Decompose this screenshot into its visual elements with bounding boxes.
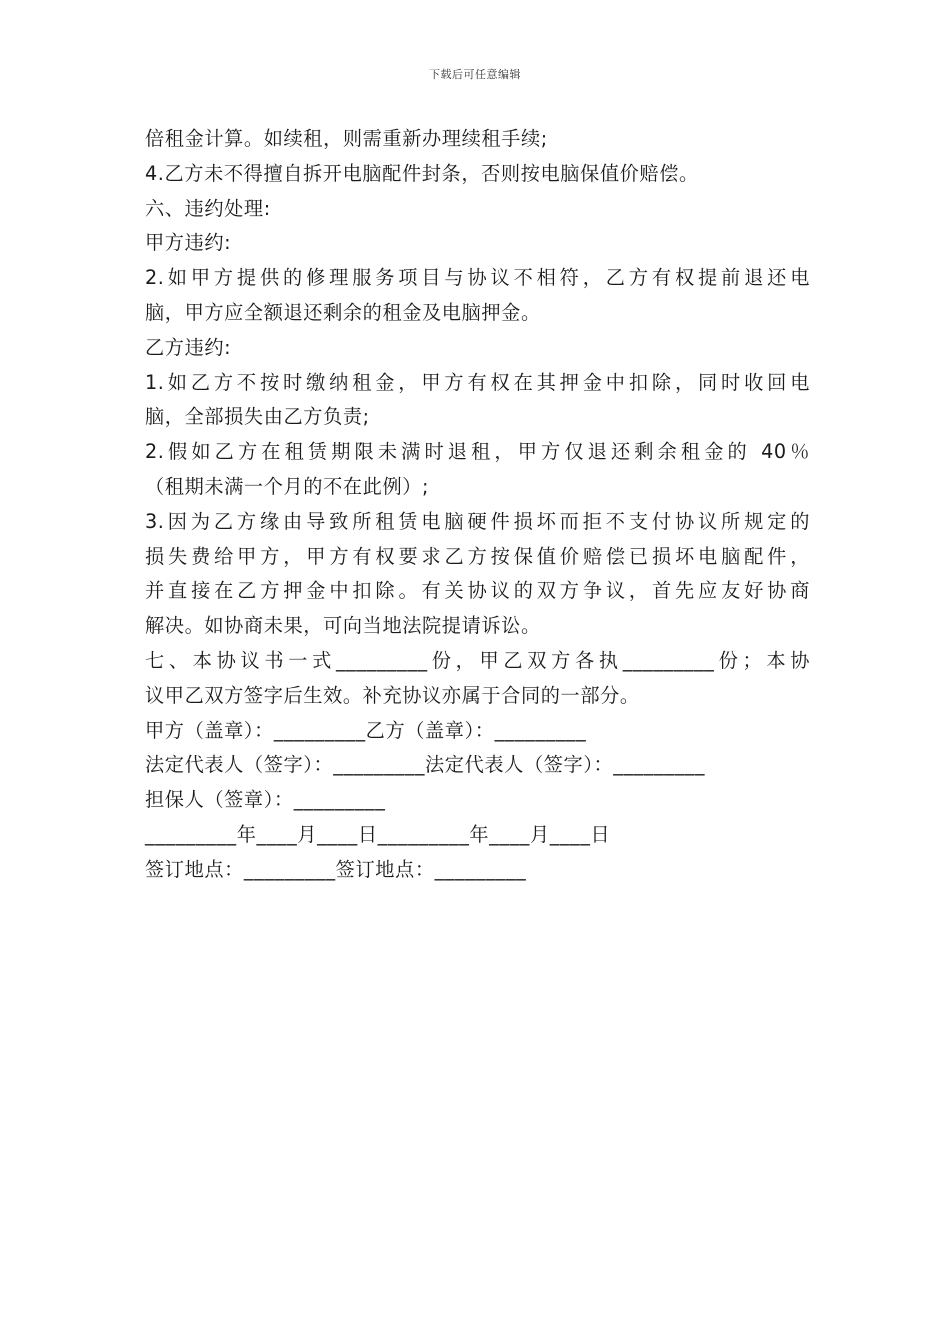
text-line: 脑，甲方应全额退还剩余的租金及电脑押金。 — [145, 300, 541, 324]
date-line: _________年____月____日_________年____月____日 — [145, 822, 611, 846]
text-line: 议甲乙双方签字后生效。补充协议亦属于合同的一部分。 — [145, 683, 640, 707]
text-line: 并直接在乙方押金中扣除。有关协议的双方争议，首先应友好协商 — [145, 579, 810, 603]
signature-line: 法定代表人（签字）：_________法定代表人（签字）：_________ — [145, 753, 706, 777]
text-line: 解决。如协商未果，可向当地法院提请诉讼。 — [145, 614, 541, 638]
signature-line: 担保人（签章）：_________ — [145, 788, 386, 812]
text-line: （租期未满一个月的不在此例）; — [145, 474, 430, 498]
section-heading: 七、本协议书一式_________份，甲乙双方各执_________份；本协 — [145, 648, 810, 672]
text-line: 损失费给甲方，甲方有权要求乙方按保值价赔偿已损坏电脑配件， — [145, 544, 810, 568]
text-line: 2.如甲方提供的修理服务项目与协议不相符，乙方有权提前退还电 — [145, 266, 810, 290]
subsection-heading: 乙方违约: — [145, 335, 232, 359]
text-line: 3.因为乙方缘由导致所租赁电脑硬件损坏而拒不支付协议所规定的 — [145, 509, 810, 533]
text-line: 倍租金计算。如续租，则需重新办理续租手续; — [145, 127, 548, 150]
signature-line: 甲方（盖章）：_________乙方（盖章）：_________ — [145, 718, 587, 742]
text-line: 4.乙方未不得擅自拆开电脑配件封条，否则按电脑保值价赔偿。 — [145, 161, 699, 185]
subsection-heading: 甲方违约: — [145, 231, 232, 255]
text-line: 脑，全部损失由乙方负责; — [145, 405, 370, 429]
text-line: 2.假如乙方在租赁期限未满时退租，甲方仅退还剩余租金的 40％ — [145, 440, 810, 464]
text-line: 1.如乙方不按时缴纳租金，甲方有权在其押金中扣除，同时收回电 — [145, 370, 810, 394]
section-heading: 六、违约处理: — [145, 196, 271, 220]
page-header: 下载后可任意编辑 — [429, 68, 521, 81]
location-line: 签订地点：_________签订地点：_________ — [145, 857, 527, 881]
document-body — [145, 122, 810, 888]
